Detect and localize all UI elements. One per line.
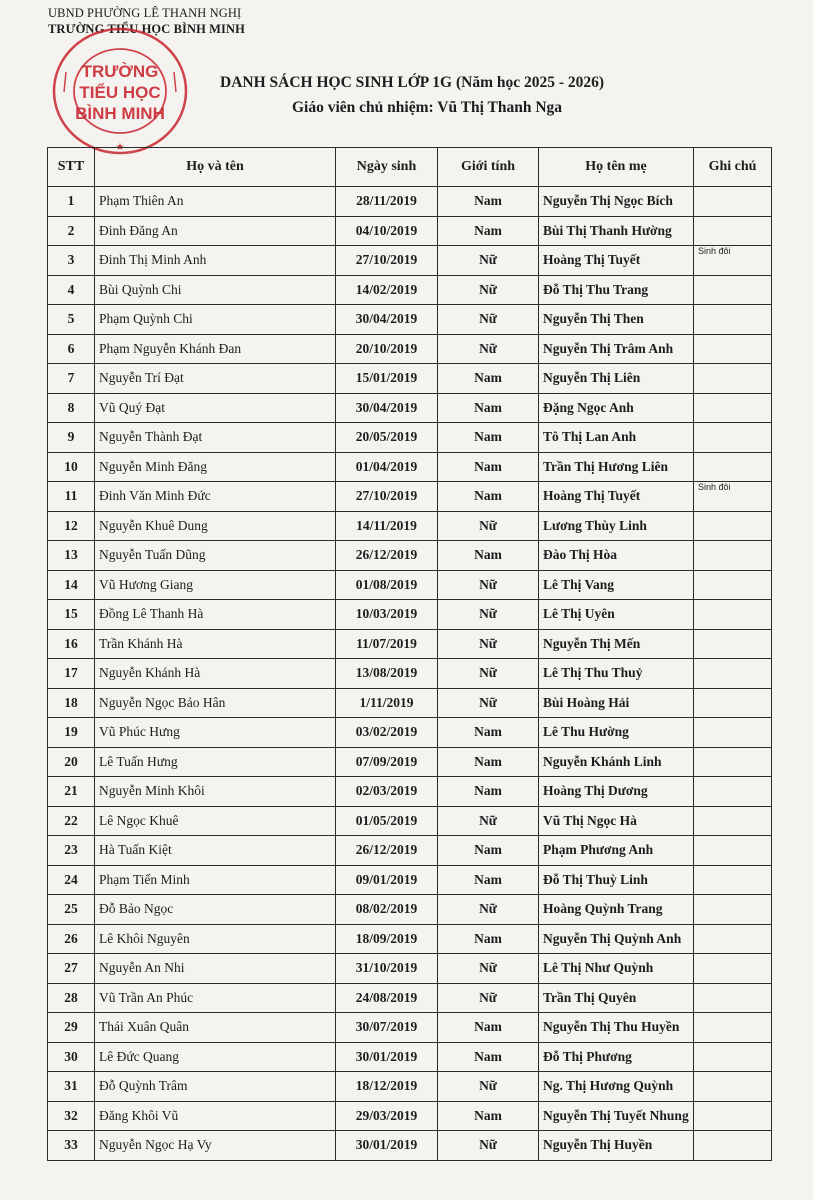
cell-mother-name: Lê Thị Vang [539, 570, 694, 600]
roster-body [48, 187, 772, 1161]
table-row [48, 1072, 772, 1102]
cell-full-name: Nguyễn Minh Khôi [95, 777, 336, 807]
table-row [48, 1042, 772, 1072]
cell-birth-date: 07/09/2019 [336, 747, 438, 777]
cell-note [694, 600, 772, 630]
cell-mother-name: Vũ Thị Ngọc Hà [539, 806, 694, 836]
cell-gender: Nam [438, 865, 539, 895]
cell-stt: 2 [48, 216, 95, 246]
cell-birth-date: 13/08/2019 [336, 659, 438, 689]
cell-mother-name: Tô Thị Lan Anh [539, 423, 694, 453]
cell-mother-name: Lê Thị Thu Thuỷ [539, 659, 694, 689]
cell-gender: Nam [438, 216, 539, 246]
cell-stt: 25 [48, 895, 95, 925]
cell-gender: Nam [438, 187, 539, 217]
cell-stt: 28 [48, 983, 95, 1013]
cell-gender: Nữ [438, 334, 539, 364]
table-row [48, 1013, 772, 1043]
cell-note [694, 1072, 772, 1102]
cell-stt: 11 [48, 482, 95, 512]
cell-full-name: Đinh Văn Minh Đức [95, 482, 336, 512]
cell-note [694, 895, 772, 925]
cell-note [694, 1042, 772, 1072]
cell-birth-date: 02/03/2019 [336, 777, 438, 807]
cell-gender: Nam [438, 777, 539, 807]
table-row [48, 393, 772, 423]
cell-stt: 12 [48, 511, 95, 541]
cell-stt: 9 [48, 423, 95, 453]
cell-mother-name: Nguyễn Thị Ngọc Bích [539, 187, 694, 217]
cell-full-name: Đỗ Quỳnh Trâm [95, 1072, 336, 1102]
cell-gender: Nam [438, 836, 539, 866]
table-row [48, 865, 772, 895]
cell-birth-date: 01/08/2019 [336, 570, 438, 600]
cell-full-name: Lê Tuấn Hưng [95, 747, 336, 777]
cell-birth-date: 18/09/2019 [336, 924, 438, 954]
cell-gender: Nam [438, 1101, 539, 1131]
cell-mother-name: Trần Thị Quyên [539, 983, 694, 1013]
cell-stt: 30 [48, 1042, 95, 1072]
cell-birth-date: 15/01/2019 [336, 364, 438, 394]
stamp-text-line3: BÌNH MINH [75, 104, 165, 123]
table-header-row [48, 148, 772, 187]
cell-full-name: Đồng Lê Thanh Hà [95, 600, 336, 630]
table-row [48, 187, 772, 217]
cell-stt: 31 [48, 1072, 95, 1102]
cell-full-name: Vũ Quý Đạt [95, 393, 336, 423]
table-row [48, 777, 772, 807]
table-row [48, 275, 772, 305]
stamp-text-line1: TRƯỜNG [81, 62, 159, 81]
cell-full-name: Nguyễn Ngọc Bảo Hân [95, 688, 336, 718]
cell-mother-name: Hoàng Quỳnh Trang [539, 895, 694, 925]
cell-mother-name: Nguyễn Thị Liên [539, 364, 694, 394]
cell-birth-date: 26/12/2019 [336, 541, 438, 571]
header-birth-date: Ngày sinh [336, 148, 438, 187]
cell-gender: Nữ [438, 1072, 539, 1102]
table-row [48, 1131, 772, 1161]
cell-full-name: Phạm Quỳnh Chi [95, 305, 336, 335]
cell-birth-date: 14/11/2019 [336, 511, 438, 541]
cell-mother-name: Hoàng Thị Tuyết [539, 246, 694, 276]
cell-birth-date: 20/10/2019 [336, 334, 438, 364]
table-row [48, 511, 772, 541]
school-seal-stamp [46, 20, 194, 162]
cell-birth-date: 31/10/2019 [336, 954, 438, 984]
cell-full-name: Nguyễn Ngọc Hạ Vy [95, 1131, 336, 1161]
cell-mother-name: Ng. Thị Hương Quỳnh [539, 1072, 694, 1102]
cell-gender: Nam [438, 747, 539, 777]
document-title: DANH SÁCH HỌC SINH LỚP 1G (Năm học 2025 - 2026) [220, 74, 605, 91]
cell-birth-date: 30/04/2019 [336, 393, 438, 423]
cell-note [694, 187, 772, 217]
cell-note [694, 688, 772, 718]
cell-mother-name: Lương Thùy Linh [539, 511, 694, 541]
cell-gender: Nữ [438, 570, 539, 600]
cell-stt: 20 [48, 747, 95, 777]
cell-note [694, 865, 772, 895]
cell-note [694, 806, 772, 836]
cell-note [694, 954, 772, 984]
cell-gender: Nữ [438, 983, 539, 1013]
cell-gender: Nữ [438, 954, 539, 984]
table-row [48, 718, 772, 748]
cell-gender: Nam [438, 924, 539, 954]
cell-mother-name: Nguyễn Khánh Linh [539, 747, 694, 777]
cell-full-name: Trần Khánh Hà [95, 629, 336, 659]
cell-full-name: Vũ Phúc Hưng [95, 718, 336, 748]
cell-full-name: Lê Ngọc Khuê [95, 806, 336, 836]
cell-mother-name: Nguyễn Thị Tuyết Nhung [539, 1101, 694, 1131]
cell-stt: 21 [48, 777, 95, 807]
cell-gender: Nữ [438, 688, 539, 718]
cell-note [694, 541, 772, 571]
cell-note [694, 305, 772, 335]
cell-full-name: Nguyễn Trí Đạt [95, 364, 336, 394]
cell-note [694, 423, 772, 453]
table-row [48, 482, 772, 512]
cell-stt: 6 [48, 334, 95, 364]
cell-gender: Nam [438, 364, 539, 394]
cell-mother-name: Bùi Hoàng Hải [539, 688, 694, 718]
cell-note [694, 275, 772, 305]
cell-gender: Nam [438, 718, 539, 748]
cell-mother-name: Lê Thị Như Quỳnh [539, 954, 694, 984]
table-row [48, 983, 772, 1013]
cell-mother-name: Nguyễn Thị Huyền [539, 1131, 694, 1161]
cell-note [694, 924, 772, 954]
cell-mother-name: Nguyễn Thị Mến [539, 629, 694, 659]
cell-stt: 15 [48, 600, 95, 630]
table-row [48, 1101, 772, 1131]
cell-stt: 14 [48, 570, 95, 600]
cell-stt: 1 [48, 187, 95, 217]
cell-birth-date: 27/10/2019 [336, 246, 438, 276]
cell-full-name: Nguyễn Minh Đăng [95, 452, 336, 482]
cell-mother-name: Hoàng Thị Tuyết [539, 482, 694, 512]
cell-mother-name: Hoàng Thị Dương [539, 777, 694, 807]
cell-birth-date: 04/10/2019 [336, 216, 438, 246]
cell-note [694, 452, 772, 482]
table-row [48, 305, 772, 335]
cell-note [694, 629, 772, 659]
cell-mother-name: Đỗ Thị Phương [539, 1042, 694, 1072]
cell-full-name: Nguyễn Khuê Dung [95, 511, 336, 541]
cell-full-name: Đinh Đăng An [95, 216, 336, 246]
cell-mother-name: Lê Thu Hường [539, 718, 694, 748]
header-stt: STT [48, 148, 95, 187]
cell-note [694, 364, 772, 394]
cell-birth-date: 10/03/2019 [336, 600, 438, 630]
cell-stt: 8 [48, 393, 95, 423]
cell-full-name: Vũ Hương Giang [95, 570, 336, 600]
table-row [48, 806, 772, 836]
cell-full-name: Nguyễn Khánh Hà [95, 659, 336, 689]
cell-birth-date: 01/04/2019 [336, 452, 438, 482]
table-row [48, 600, 772, 630]
table-row [48, 688, 772, 718]
cell-note: Sinh đôi [694, 482, 772, 512]
cell-birth-date: 20/05/2019 [336, 423, 438, 453]
cell-birth-date: 14/02/2019 [336, 275, 438, 305]
cell-mother-name: Phạm Phương Anh [539, 836, 694, 866]
cell-mother-name: Nguyễn Thị Thu Huyền [539, 1013, 694, 1043]
cell-birth-date: 11/07/2019 [336, 629, 438, 659]
cell-mother-name: Nguyễn Thị Quỳnh Anh [539, 924, 694, 954]
cell-mother-name: Đặng Ngọc Anh [539, 393, 694, 423]
table-row [48, 541, 772, 571]
table-row [48, 836, 772, 866]
cell-full-name: Nguyễn Thành Đạt [95, 423, 336, 453]
table-row [48, 216, 772, 246]
cell-birth-date: 28/11/2019 [336, 187, 438, 217]
table-row [48, 659, 772, 689]
cell-stt: 5 [48, 305, 95, 335]
cell-stt: 19 [48, 718, 95, 748]
cell-mother-name: Nguyễn Thị Trâm Anh [539, 334, 694, 364]
cell-stt: 16 [48, 629, 95, 659]
cell-stt: 18 [48, 688, 95, 718]
cell-gender: Nam [438, 452, 539, 482]
cell-birth-date: 30/04/2019 [336, 305, 438, 335]
cell-note [694, 1101, 772, 1131]
cell-gender: Nữ [438, 629, 539, 659]
table-row [48, 570, 772, 600]
stamp-text-line2: TIỂU HỌC [79, 83, 161, 102]
cell-birth-date: 01/05/2019 [336, 806, 438, 836]
cell-note [694, 511, 772, 541]
cell-note [694, 777, 772, 807]
homeroom-teacher: Giáo viên chủ nhiệm: Vũ Thị Thanh Nga [292, 99, 563, 116]
student-roster-table [47, 147, 772, 1161]
cell-birth-date: 30/07/2019 [336, 1013, 438, 1043]
cell-stt: 23 [48, 836, 95, 866]
cell-gender: Nữ [438, 305, 539, 335]
cell-stt: 24 [48, 865, 95, 895]
cell-note [694, 836, 772, 866]
cell-birth-date: 30/01/2019 [336, 1042, 438, 1072]
cell-stt: 26 [48, 924, 95, 954]
header-mother-name: Họ tên mẹ [539, 148, 694, 187]
cell-mother-name: Bùi Thị Thanh Hường [539, 216, 694, 246]
stamp-star-icon: ★ [115, 142, 125, 153]
cell-birth-date: 27/10/2019 [336, 482, 438, 512]
cell-stt: 7 [48, 364, 95, 394]
cell-gender: Nam [438, 1042, 539, 1072]
header-note: Ghi chú [694, 148, 772, 187]
cell-stt: 13 [48, 541, 95, 571]
cell-note [694, 393, 772, 423]
cell-gender: Nữ [438, 895, 539, 925]
cell-gender: Nữ [438, 806, 539, 836]
cell-note [694, 1013, 772, 1043]
cell-gender: Nam [438, 1013, 539, 1043]
table-row [48, 629, 772, 659]
table-row [48, 954, 772, 984]
cell-full-name: Lê Đức Quang [95, 1042, 336, 1072]
cell-gender: Nữ [438, 246, 539, 276]
cell-note [694, 659, 772, 689]
cell-gender: Nam [438, 423, 539, 453]
cell-mother-name: Đào Thị Hòa [539, 541, 694, 571]
cell-full-name: Bùi Quỳnh Chi [95, 275, 336, 305]
cell-gender: Nữ [438, 1131, 539, 1161]
cell-full-name: Nguyễn An Nhi [95, 954, 336, 984]
cell-birth-date: 08/02/2019 [336, 895, 438, 925]
cell-birth-date: 24/08/2019 [336, 983, 438, 1013]
cell-mother-name: Nguyễn Thị Then [539, 305, 694, 335]
cell-stt: 27 [48, 954, 95, 984]
cell-full-name: Phạm Nguyễn Khánh Đan [95, 334, 336, 364]
cell-mother-name: Trần Thị Hương Liên [539, 452, 694, 482]
cell-gender: Nam [438, 482, 539, 512]
cell-birth-date: 18/12/2019 [336, 1072, 438, 1102]
table-row [48, 895, 772, 925]
header-gender: Giới tính [438, 148, 539, 187]
table-row [48, 924, 772, 954]
cell-gender: Nữ [438, 275, 539, 305]
cell-mother-name: Lê Thị Uyên [539, 600, 694, 630]
cell-full-name: Thái Xuân Quân [95, 1013, 336, 1043]
cell-stt: 33 [48, 1131, 95, 1161]
cell-birth-date: 26/12/2019 [336, 836, 438, 866]
org-line-ward: UBND PHƯỜNG LÊ THANH NGHỊ [48, 6, 242, 20]
cell-note [694, 718, 772, 748]
cell-mother-name: Đỗ Thị Thu Trang [539, 275, 694, 305]
cell-birth-date: 29/03/2019 [336, 1101, 438, 1131]
cell-stt: 4 [48, 275, 95, 305]
cell-note [694, 983, 772, 1013]
cell-gender: Nữ [438, 659, 539, 689]
cell-note [694, 334, 772, 364]
cell-birth-date: 1/11/2019 [336, 688, 438, 718]
cell-full-name: Hà Tuấn Kiệt [95, 836, 336, 866]
cell-gender: Nữ [438, 511, 539, 541]
cell-stt: 3 [48, 246, 95, 276]
cell-stt: 29 [48, 1013, 95, 1043]
cell-note [694, 747, 772, 777]
table-row [48, 747, 772, 777]
cell-note: Sinh đôi [694, 246, 772, 276]
cell-full-name: Đỗ Bảo Ngọc [95, 895, 336, 925]
table-row [48, 334, 772, 364]
cell-full-name: Đinh Thị Minh Anh [95, 246, 336, 276]
cell-birth-date: 09/01/2019 [336, 865, 438, 895]
cell-stt: 32 [48, 1101, 95, 1131]
cell-stt: 22 [48, 806, 95, 836]
cell-full-name: Nguyễn Tuấn Dũng [95, 541, 336, 571]
cell-note [694, 570, 772, 600]
org-line-school: TRƯỜNG TIỂU HỌC BÌNH MINH [48, 22, 245, 36]
cell-gender: Nam [438, 393, 539, 423]
cell-full-name: Vũ Trần An Phúc [95, 983, 336, 1013]
table-row [48, 364, 772, 394]
cell-birth-date: 30/01/2019 [336, 1131, 438, 1161]
cell-full-name: Phạm Tiến Minh [95, 865, 336, 895]
table-row [48, 423, 772, 453]
cell-full-name: Đăng Khôi Vũ [95, 1101, 336, 1131]
cell-gender: Nữ [438, 600, 539, 630]
cell-stt: 17 [48, 659, 95, 689]
cell-birth-date: 03/02/2019 [336, 718, 438, 748]
table-row [48, 452, 772, 482]
table-row [48, 246, 772, 276]
cell-note [694, 216, 772, 246]
cell-mother-name: Đỗ Thị Thuỳ Linh [539, 865, 694, 895]
header-full-name: Họ và tên [95, 148, 336, 187]
cell-note [694, 1131, 772, 1161]
cell-full-name: Lê Khôi Nguyên [95, 924, 336, 954]
cell-full-name: Phạm Thiên An [95, 187, 336, 217]
cell-stt: 10 [48, 452, 95, 482]
cell-gender: Nam [438, 541, 539, 571]
